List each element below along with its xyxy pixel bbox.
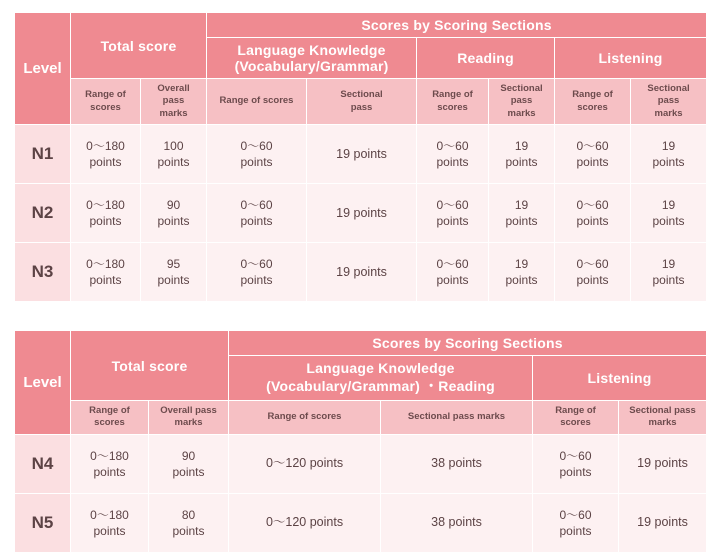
label-line1: Sectional	[647, 83, 690, 94]
header-language-knowledge-line1: Language Knowledge	[237, 42, 386, 58]
value-line1: 0〜60	[436, 256, 469, 271]
header-total-range-of-scores	[71, 401, 149, 435]
header-listening-range-of-scores	[555, 79, 631, 125]
value-line1: 0〜60	[576, 256, 609, 271]
scores-table-n4-n5	[14, 330, 707, 553]
cell-lkr-range: 0〜120 points	[229, 434, 381, 493]
cell-overall-pass	[149, 493, 229, 552]
label-line2: marks	[174, 417, 203, 429]
value-line1: 0〜60	[240, 256, 273, 271]
scores-table-n1-n3	[14, 12, 707, 302]
header-level: Level	[15, 13, 71, 125]
cell-lk-range	[207, 243, 307, 302]
header-listening-sectional-pass-marks	[631, 79, 707, 125]
table-row	[15, 434, 707, 493]
cell-overall-pass	[141, 184, 207, 243]
value-line2: points	[436, 273, 469, 288]
header-language-knowledge-line2: (Vocabulary/Grammar)	[234, 58, 389, 74]
label-line2: pass	[510, 95, 533, 107]
value-line1: 90	[181, 448, 196, 463]
value-line2: points	[157, 155, 190, 170]
value-line1: 0〜60	[576, 138, 609, 153]
value-line1: 0〜60	[436, 138, 469, 153]
cell-lk-pass: 19 points	[307, 243, 417, 302]
value-line1: 100	[163, 138, 184, 153]
cell-lkr-pass: 38 points	[381, 493, 533, 552]
cell-reading-range	[417, 184, 489, 243]
value-line1: 0〜60	[240, 197, 273, 212]
label-line1: Range of	[572, 89, 613, 101]
cell-listening-range	[555, 184, 631, 243]
cell-level: N5	[15, 493, 71, 552]
header-listening-range-of-scores	[533, 401, 619, 435]
cell-reading-pass	[489, 125, 555, 184]
cell-reading-range	[417, 125, 489, 184]
value-line2: points	[89, 214, 122, 229]
value-line1: 95	[166, 256, 181, 271]
header-lk-range-of-scores: Range of scores	[207, 79, 307, 125]
value-line1: 19	[661, 138, 676, 153]
cell-level: N3	[15, 243, 71, 302]
label-line2: pass	[657, 95, 680, 107]
value-line1: 0〜180	[86, 256, 125, 271]
label-line2: pass	[162, 95, 185, 107]
label-line1: Overall pass	[160, 405, 217, 417]
header-reading-range-of-scores	[417, 79, 489, 125]
label-line2: scores	[94, 417, 125, 429]
value-line2: points	[505, 155, 538, 170]
table-row	[15, 125, 707, 184]
value-line1: 0〜180	[86, 197, 125, 212]
value-line1: 19	[514, 256, 529, 271]
header-overall-pass-marks	[141, 79, 207, 125]
header-listening: Listening	[555, 38, 707, 79]
cell-listening-pass	[631, 243, 707, 302]
cell-listening-pass	[631, 125, 707, 184]
label-line1: Range of	[432, 89, 473, 101]
table-gap-divider	[14, 302, 706, 330]
header-lk-reading-line2: (Vocabulary/Grammar) ・Reading	[266, 378, 495, 395]
label-line1: Sectional pass	[629, 405, 696, 417]
value-line2: points	[157, 273, 190, 288]
header-lkr-sectional-pass-marks: Sectional pass marks	[381, 401, 533, 435]
value-line1: 19	[514, 197, 529, 212]
table-header-row-top	[15, 13, 707, 38]
label-line3: marks	[159, 107, 188, 119]
header-language-knowledge-reading	[229, 356, 533, 401]
value-line2: points	[576, 214, 609, 229]
table-row	[15, 184, 707, 243]
cell-lk-pass: 19 points	[307, 184, 417, 243]
cell-total-range	[71, 125, 141, 184]
value-line2: points	[576, 273, 609, 288]
cell-lk-range	[207, 184, 307, 243]
header-scores-by-scoring-sections: Scores by Scoring Sections	[207, 13, 707, 38]
value-line1: 0〜60	[559, 507, 592, 522]
value-line1: 0〜60	[436, 197, 469, 212]
value-line1: 80	[181, 507, 196, 522]
value-line1: 0〜180	[90, 448, 129, 463]
value-line2: points	[89, 273, 122, 288]
cell-total-range	[71, 493, 149, 552]
value-line1: 0〜60	[576, 197, 609, 212]
value-line2: points	[559, 464, 592, 479]
value-line2: points	[93, 464, 126, 479]
label-line2: scores	[577, 101, 608, 113]
cell-listening-range	[555, 125, 631, 184]
cell-lk-range	[207, 125, 307, 184]
cell-lkr-pass: 38 points	[381, 434, 533, 493]
label-line2: pass	[350, 101, 373, 113]
value-line2: points	[436, 214, 469, 229]
header-reading-sectional-pass-marks	[489, 79, 555, 125]
value-line2: points	[652, 273, 685, 288]
cell-total-range	[71, 434, 149, 493]
value-line2: points	[240, 273, 273, 288]
cell-overall-pass	[149, 434, 229, 493]
header-total-score: Total score	[71, 13, 207, 79]
value-line1: 0〜60	[240, 138, 273, 153]
header-lk-reading-line1: Language Knowledge	[306, 360, 455, 377]
header-lk-sectional-pass-marks	[307, 79, 417, 125]
header-overall-pass-marks	[149, 401, 229, 435]
cell-level: N1	[15, 125, 71, 184]
value-line2: points	[652, 214, 685, 229]
value-line2: points	[505, 273, 538, 288]
value-line2: points	[576, 155, 609, 170]
value-line2: points	[172, 523, 205, 538]
label-line2: marks	[648, 417, 677, 429]
cell-listening-pass	[631, 184, 707, 243]
label-line1: Range of	[555, 405, 596, 417]
table-row	[15, 493, 707, 552]
label-line1: Range of	[85, 89, 126, 101]
value-line1: 0〜60	[559, 448, 592, 463]
table-row	[15, 243, 707, 302]
table-header-row-sub	[15, 79, 707, 125]
value-line2: points	[89, 155, 122, 170]
value-line1: 19	[661, 256, 676, 271]
cell-reading-range	[417, 243, 489, 302]
label-line1: Sectional	[340, 89, 383, 101]
header-listening: Listening	[533, 356, 707, 401]
label-line1: Range of	[89, 405, 130, 417]
label-line3: marks	[654, 107, 683, 119]
cell-level: N4	[15, 434, 71, 493]
label-line1: Overall	[157, 83, 190, 94]
header-scores-by-scoring-sections: Scores by Scoring Sections	[229, 331, 707, 356]
value-line2: points	[240, 155, 273, 170]
value-line2: points	[505, 214, 538, 229]
value-line2: points	[240, 214, 273, 229]
value-line2: points	[436, 155, 469, 170]
header-total-score: Total score	[71, 331, 229, 401]
value-line2: points	[157, 214, 190, 229]
table-header-row-sub	[15, 401, 707, 435]
cell-total-range	[71, 184, 141, 243]
cell-listening-pass: 19 points	[619, 434, 707, 493]
cell-listening-range	[533, 434, 619, 493]
cell-overall-pass	[141, 125, 207, 184]
label-line2: scores	[560, 417, 591, 429]
header-reading: Reading	[417, 38, 555, 79]
label-line2: scores	[437, 101, 468, 113]
cell-reading-pass	[489, 243, 555, 302]
header-lkr-range-of-scores: Range of scores	[229, 401, 381, 435]
cell-total-range	[71, 243, 141, 302]
cell-listening-range	[533, 493, 619, 552]
value-line1: 0〜180	[86, 138, 125, 153]
cell-listening-pass: 19 points	[619, 493, 707, 552]
value-line1: 0〜180	[90, 507, 129, 522]
label-line1: Sectional	[500, 83, 543, 94]
table-header-row-top	[15, 331, 707, 356]
header-level: Level	[15, 331, 71, 435]
value-line1: 90	[166, 197, 181, 212]
value-line2: points	[172, 464, 205, 479]
cell-reading-pass	[489, 184, 555, 243]
value-line2: points	[652, 155, 685, 170]
label-line3: marks	[507, 107, 536, 119]
value-line1: 19	[661, 197, 676, 212]
header-language-knowledge	[207, 38, 417, 79]
header-listening-sectional-pass-marks	[619, 401, 707, 435]
value-line2: points	[93, 523, 126, 538]
cell-level: N2	[15, 184, 71, 243]
label-line2: scores	[90, 101, 121, 113]
value-line1: 19	[514, 138, 529, 153]
cell-overall-pass	[141, 243, 207, 302]
cell-lkr-range: 0〜120 points	[229, 493, 381, 552]
cell-lk-pass: 19 points	[307, 125, 417, 184]
value-line2: points	[559, 523, 592, 538]
header-total-range-of-scores	[71, 79, 141, 125]
cell-listening-range	[555, 243, 631, 302]
